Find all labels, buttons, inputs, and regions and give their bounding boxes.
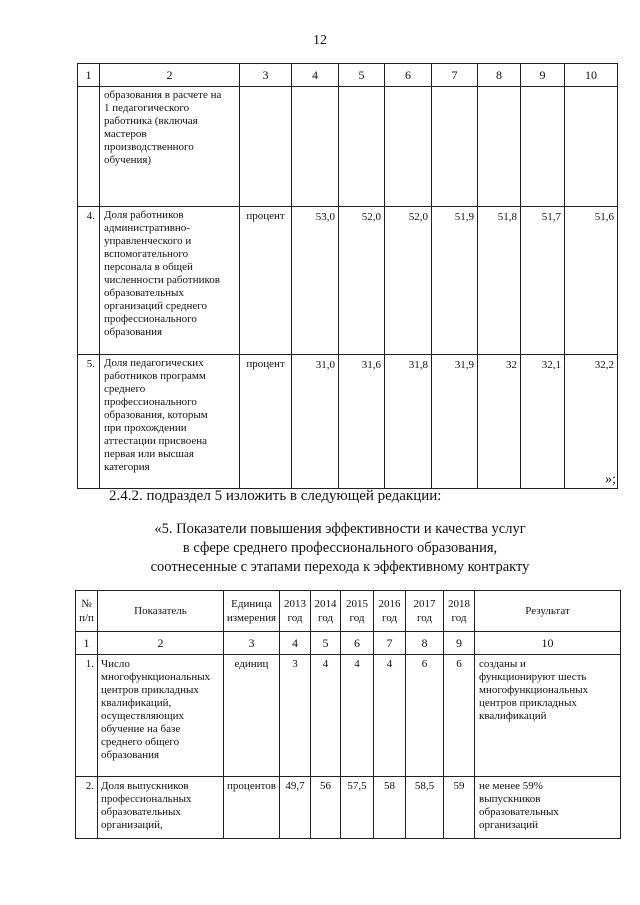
col-number: 6 [385,64,432,87]
header-unit: Единица измерения [224,591,280,632]
value-cell: 32,1 [521,355,565,489]
indicator-name: Доля выпускников профессиональных образовательных организаций, [98,777,224,839]
value-cell [292,87,339,207]
col-number: 8 [406,632,444,655]
value-cell [385,87,432,207]
value-cell: 31,9 [432,355,478,489]
value-cell: 6 [406,655,444,777]
header-year: 2015 год [341,591,374,632]
row-number [78,87,100,207]
value-cell: 52,0 [339,207,385,355]
value-cell: 51,6 [565,207,618,355]
value-cell: 51,7 [521,207,565,355]
col-number: 2 [100,64,240,87]
col-number: 1 [78,64,100,87]
heading-line: соотнесенные с этапами перехода к эффективному контракту [150,559,530,575]
header-year: 2013 год [280,591,311,632]
value-cell: 4 [311,655,341,777]
col-number: 3 [240,64,292,87]
value-cell [339,87,385,207]
table-row [76,777,621,839]
value-cell: 59 [444,777,475,839]
value-cell: 49,7 [280,777,311,839]
value-cell [521,87,565,207]
unit-cell: процент [240,355,292,489]
indicators-table-continued [77,63,618,489]
instruction-text: 2.4.2. подраздел 5 изложить в следующей редакции: [109,488,442,504]
row-number: 5. [78,355,100,489]
result-cell: созданы и функционируют шесть многофункциональных центров прикладных квалификаций [475,655,621,777]
header-indicator: Показатель [98,591,224,632]
unit-cell [240,87,292,207]
table-row [78,87,618,207]
heading-line: «5. Показатели повышения эффективности и качества услуг [154,521,526,537]
row-number: 1. [76,655,98,777]
value-cell: 32,2 [565,355,618,489]
col-number: 5 [311,632,341,655]
col-number: 10 [475,632,621,655]
col-number: 9 [444,632,475,655]
header-year: 2018 год [444,591,475,632]
value-cell: 51,9 [432,207,478,355]
table-row [78,355,618,489]
efficiency-indicators-table [75,590,621,839]
table-row [76,655,621,777]
col-number: 3 [224,632,280,655]
indicator-name: Число многофункциональных центров прикладных квалификаций, осуществляющих обучение на базе среднего общего образования [98,655,224,777]
unit-cell: процентов [224,777,280,839]
row-number: 2. [76,777,98,839]
value-cell: 31,6 [339,355,385,489]
header-year: 2017 год [406,591,444,632]
value-cell: 53,0 [292,207,339,355]
section-heading [100,520,580,577]
header-result: Результат [475,591,621,632]
col-number: 1 [76,632,98,655]
value-cell: 57,5 [341,777,374,839]
header-row [76,591,621,632]
indicator-name: Доля педагогических работников программ среднего профессионального образования, которым при прохождении аттестации присвоена первая или высшая категория [100,355,240,489]
col-number: 2 [98,632,224,655]
indicator-name: образования в расчете на 1 педагогического работника (включая мастеров производственного обучения) [100,87,240,207]
col-number: 4 [292,64,339,87]
heading-line: в сфере среднего профессионального образования, [182,540,498,556]
result-cell: не менее 59% выпускников образовательных организаций [475,777,621,839]
value-cell: 31,0 [292,355,339,489]
row-number: 4. [78,207,100,355]
header-num: № п/п [76,591,98,632]
header-year: 2014 год [311,591,341,632]
header-year: 2016 год [374,591,406,632]
column-number-row [76,632,621,655]
unit-cell: единиц [224,655,280,777]
value-cell: 58 [374,777,406,839]
col-number: 7 [374,632,406,655]
value-cell: 6 [444,655,475,777]
col-number: 7 [432,64,478,87]
value-cell [478,87,521,207]
col-number: 5 [339,64,385,87]
value-cell: 32 [478,355,521,489]
col-number: 8 [478,64,521,87]
value-cell: 4 [341,655,374,777]
value-cell: 31,8 [385,355,432,489]
value-cell: 58,5 [406,777,444,839]
col-number: 6 [341,632,374,655]
closing-quote: »; [605,472,616,487]
indicator-name: Доля работников административно- управленческого и вспомогательного персонала в общей численности работников образовательных организаций среднего профессионального образования [100,207,240,355]
value-cell: 3 [280,655,311,777]
value-cell [565,87,618,207]
col-number: 4 [280,632,311,655]
value-cell: 52,0 [385,207,432,355]
page-number: 12 [313,33,327,48]
col-number: 10 [565,64,618,87]
value-cell: 4 [374,655,406,777]
col-number: 9 [521,64,565,87]
unit-cell: процент [240,207,292,355]
value-cell: 56 [311,777,341,839]
value-cell [432,87,478,207]
value-cell: 51,8 [478,207,521,355]
column-number-row [78,64,618,87]
table-row [78,207,618,355]
